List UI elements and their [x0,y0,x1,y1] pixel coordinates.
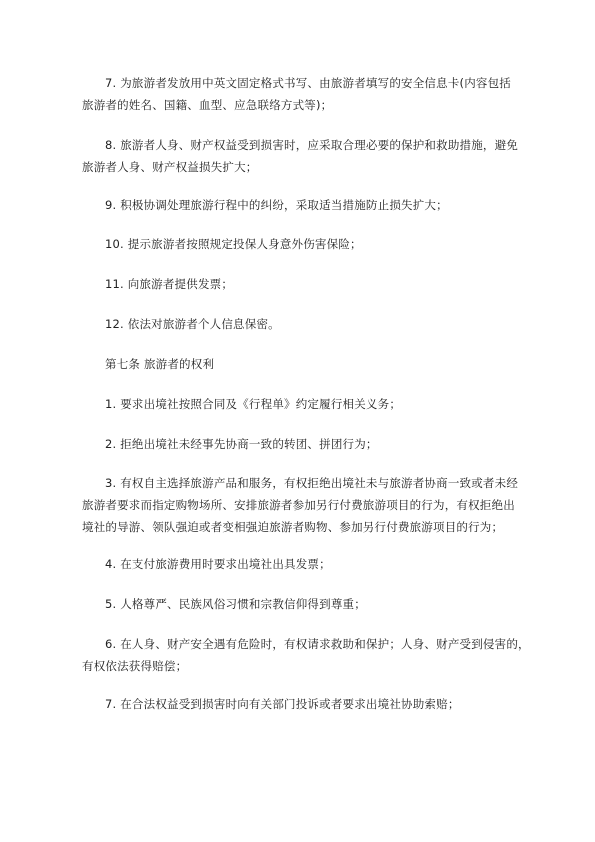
paragraph-guide-duty-8 [82,134,537,178]
paragraph-line: 9. 积极协调处理旅游行程中的纠纷，采取适当措施防止损失扩大； [105,198,448,212]
section-heading-text: 第七条 旅游者的权利 [105,357,215,371]
paragraph-tourist-right-6 [82,633,537,677]
paragraph-line: 境社的导游、领队强迫或者变相强迫旅游者购物、参加另行付费旅游项目的行为； [82,520,504,534]
paragraph-line: 旅游者人身、财产权益损失扩大； [82,160,258,174]
paragraph-tourist-right-1 [82,393,537,415]
paragraph-guide-duty-9 [82,194,537,216]
paragraph-line: 11. 向旅游者提供发票； [105,277,234,291]
paragraph-tourist-right-2 [82,433,537,455]
paragraph-line: 7. 在合法权益受到损害时向有关部门投诉或者要求出境社协助索赔； [105,697,460,711]
paragraph-line: 3. 有权自主选择旅游产品和服务，有权拒绝出境社未与旅游者协商一致或者未经 [105,476,519,490]
paragraph-line: 10. 提示旅游者按照规定投保人身意外伤害保险； [105,237,362,251]
paragraph-tourist-right-4 [82,553,537,575]
paragraph-line: 12. 依法对旅游者个人信息保密。 [105,317,280,331]
paragraph-guide-duty-12 [82,313,537,335]
paragraph-line: 8. 旅游者人身、财产权益受到损害时，应采取合理必要的保护和救助措施，避免 [105,138,519,152]
paragraph-line: 1. 要求出境社按照合同及《行程单》约定履行相关义务； [105,397,402,411]
paragraph-line: 有权依法获得赔偿； [82,659,188,673]
paragraph-line: 旅游者的姓名、国籍、血型、应急联络方式等)； [82,98,333,112]
paragraph-guide-duty-7 [82,72,537,116]
paragraph-line: 2. 拒绝出境社未经事先协商一致的转团、拼团行为； [105,437,378,451]
paragraph-tourist-right-3 [82,472,537,538]
paragraph-line: 5. 人格尊严、民族风俗习惯和宗教信仰得到尊重； [105,597,366,611]
paragraph-guide-duty-11 [82,273,537,295]
paragraph-tourist-right-7 [82,693,537,715]
paragraph-guide-duty-10 [82,233,537,255]
paragraph-line: 6. 在人身、财产安全遇有危险时，有权请求救助和保护；人身、财产受到侵害的， [105,637,530,651]
paragraph-line: 4. 在支付旅游费用时要求出境社出具发票； [105,557,331,571]
paragraph-tourist-right-5 [82,593,537,615]
section-heading-article-7 [82,353,537,375]
paragraph-line: 7. 为旅游者发放用中英文固定格式书写、由旅游者填写的安全信息卡(内容包括 [105,76,512,90]
paragraph-line: 旅游者要求而指定购物场所、安排旅游者参加另行付费旅游项目的行为，有权拒绝出 [82,498,515,512]
